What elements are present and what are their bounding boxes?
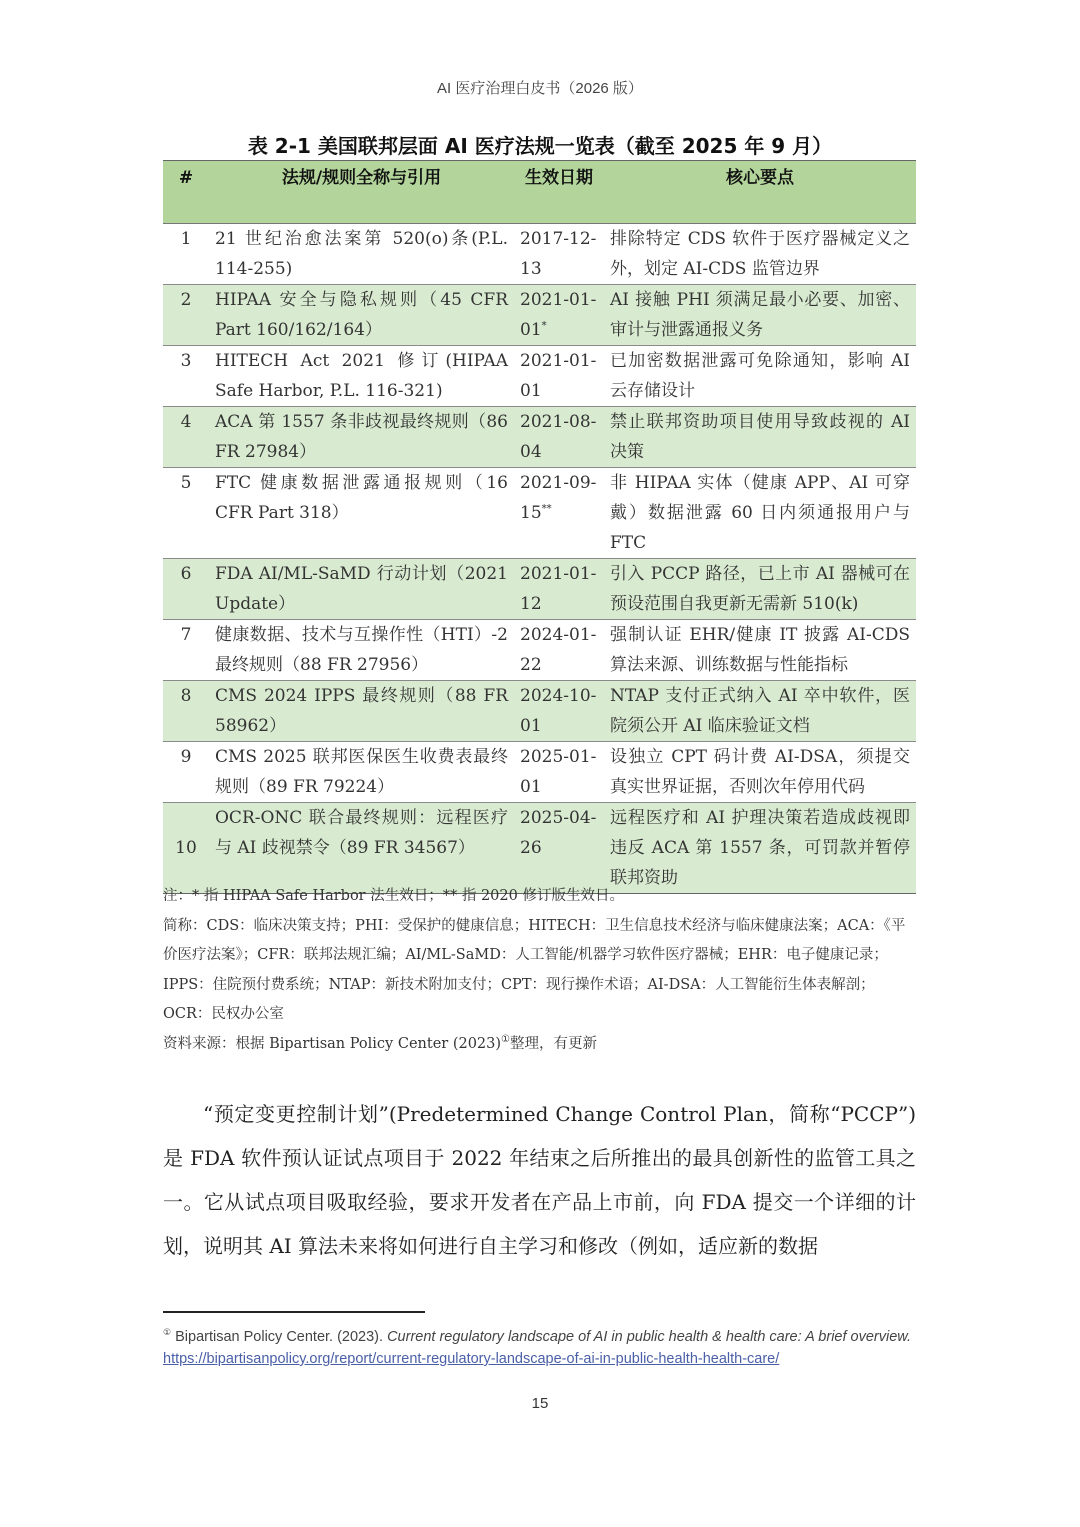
regulation-name: 21 世纪治愈法案第 520(o)条(P.L. 114-255)	[209, 224, 514, 285]
key-points: 引入 PCCP 路径，已上市 AI 器械可在预设范围自我更新无需新 510(k)	[604, 559, 916, 620]
table-row	[163, 224, 916, 285]
table-note: 注：* 指 HIPAA Safe Harbor 法生效日；** 指 2020 修订版生效日。	[163, 888, 624, 904]
row-number: 5	[163, 468, 209, 559]
regulations-table	[163, 160, 916, 894]
effective-date: 2021-01-01	[514, 346, 604, 407]
key-points: AI 接触 PHI 须满足最小必要、加密、审计与泄露通报义务	[604, 285, 916, 346]
key-points: 禁止联邦资助项目使用导致歧视的 AI 决策	[604, 407, 916, 468]
footnote-ref-marker: ①	[501, 1033, 510, 1045]
footnote-marker: ①	[163, 1327, 172, 1338]
effective-date: 2024-10-01	[514, 681, 604, 742]
table-row	[163, 468, 916, 559]
row-number: 6	[163, 559, 209, 620]
footnote-author: Bipartisan Policy Center. (2023).	[175, 1329, 388, 1345]
key-points: 非 HIPAA 实体（健康 APP、AI 可穿戴）数据泄露 60 日内须通报用户与 FTC	[604, 468, 916, 559]
table-row	[163, 407, 916, 468]
effective-date: 2021-01-12	[514, 559, 604, 620]
footnote-marker: **	[541, 503, 552, 515]
abbreviations-note: 简称：CDS：临床决策支持；PHI：受保护的健康信息；HITECH：卫生信息技术经济与临床健康法案；ACA：《平价医疗法案》；CFR：联邦法规汇编；AI/ML-SaMD：人工智能/机器学习软件医疗器械；EHR：电子健康记录；IPPS：住院预付费系统；NTAP：新技术附加支付；CPT：现行操作术语；AI-DSA：人工智能衍生体表解剖；OCR：民权办公室	[163, 917, 906, 1022]
column-header-key-points: 核心要点	[604, 161, 916, 224]
effective-date: 2017-12-13	[514, 224, 604, 285]
table-row	[163, 559, 916, 620]
body-paragraph-block	[163, 1092, 916, 1268]
page-number: 15	[531, 1395, 549, 1412]
table-row	[163, 285, 916, 346]
column-header-regulation: 法规/规则全称与引用	[209, 161, 514, 224]
effective-date: 2021-08-04	[514, 407, 604, 468]
regulation-name: CMS 2024 IPPS 最终规则（88 FR 58962）	[209, 681, 514, 742]
regulation-name: CMS 2025 联邦医保医生收费表最终规则（89 FR 79224）	[209, 742, 514, 803]
table-row	[163, 346, 916, 407]
regulation-name: 健康数据、技术与互操作性（HTI）-2 最终规则（88 FR 27956）	[209, 620, 514, 681]
row-number: 10	[163, 803, 209, 894]
footnote-marker: *	[541, 320, 547, 332]
row-number: 1	[163, 224, 209, 285]
effective-date: 2021-09-15**	[514, 468, 604, 559]
source-note: 资料来源：根据 Bipartisan Policy Center (2023)①整理，有更新	[163, 1033, 597, 1052]
effective-date: 2024-01-22	[514, 620, 604, 681]
table-header-row	[163, 161, 916, 224]
regulation-name: ACA 第 1557 条非歧视最终规则（86 FR 27984）	[209, 407, 514, 468]
footnote-divider	[163, 1311, 425, 1313]
regulation-name: FDA AI/ML-SaMD 行动计划（2021 Update）	[209, 559, 514, 620]
key-points: 已加密数据泄露可免除通知，影响 AI 云存储设计	[604, 346, 916, 407]
footnote	[163, 1326, 916, 1370]
table-row	[163, 742, 916, 803]
column-header-effective-date: 生效日期	[514, 161, 604, 224]
table-caption: 表 2-1 美国联邦层面 AI 医疗法规一览表（截至 2025 年 9 月）	[247, 134, 833, 158]
running-header: AI 医疗治理白皮书（2026 版）	[437, 80, 643, 97]
body-paragraph: “预定变更控制计划”(Predetermined Change Control Plan，简称“PCCP”)是 FDA 软件预认证试点项目于 2022 年结束之后所推出的最具创新性的监管工具之一。它从试点项目吸取经验，要求开发者在产品上市前，向 FDA 提交一个详细的计划，说明其 AI 算法未来将如何进行自主学习和修改（例如，适应新的数据	[163, 1102, 916, 1258]
row-number: 4	[163, 407, 209, 468]
row-number: 3	[163, 346, 209, 407]
row-number: 8	[163, 681, 209, 742]
key-points: 远程医疗和 AI 护理决策若造成歧视即违反 ACA 第 1557 条，可罚款并暂停联邦资助	[604, 803, 916, 894]
regulation-name: HIPAA 安全与隐私规则（45 CFR Part 160/162/164）	[209, 285, 514, 346]
effective-date: 2021-01-01*	[514, 285, 604, 346]
table-row	[163, 620, 916, 681]
effective-date: 2025-01-01	[514, 742, 604, 803]
key-points: 设独立 CPT 码计费 AI-DSA，须提交真实世界证据，否则次年停用代码	[604, 742, 916, 803]
key-points: NTAP 支付正式纳入 AI 卒中软件，医院须公开 AI 临床验证文档	[604, 681, 916, 742]
row-number: 9	[163, 742, 209, 803]
row-number: 2	[163, 285, 209, 346]
effective-date: 2025-04-26	[514, 803, 604, 894]
key-points: 强制认证 EHR/健康 IT 披露 AI-CDS 算法来源、训练数据与性能指标	[604, 620, 916, 681]
regulation-name: OCR-ONC 联合最终规则：远程医疗与 AI 歧视禁令（89 FR 34567）	[209, 803, 514, 894]
table-notes	[163, 882, 916, 1059]
row-number: 7	[163, 620, 209, 681]
footnote-title: Current regulatory landscape of AI in public health & health care: A brief overview.	[387, 1329, 911, 1345]
key-points: 排除特定 CDS 软件于医疗器械定义之外，划定 AI-CDS 监管边界	[604, 224, 916, 285]
regulation-name: HITECH Act 2021 修订(HIPAA Safe Harbor, P.L. 116-321)	[209, 346, 514, 407]
column-header-number: #	[163, 161, 209, 224]
footnote-link[interactable]: https://bipartisanpolicy.org/report/current-regulatory-landscape-of-ai-in-public-health-health-care/	[163, 1351, 780, 1367]
table-row	[163, 803, 916, 894]
table-row	[163, 681, 916, 742]
regulation-name: FTC 健康数据泄露通报规则（16 CFR Part 318）	[209, 468, 514, 559]
